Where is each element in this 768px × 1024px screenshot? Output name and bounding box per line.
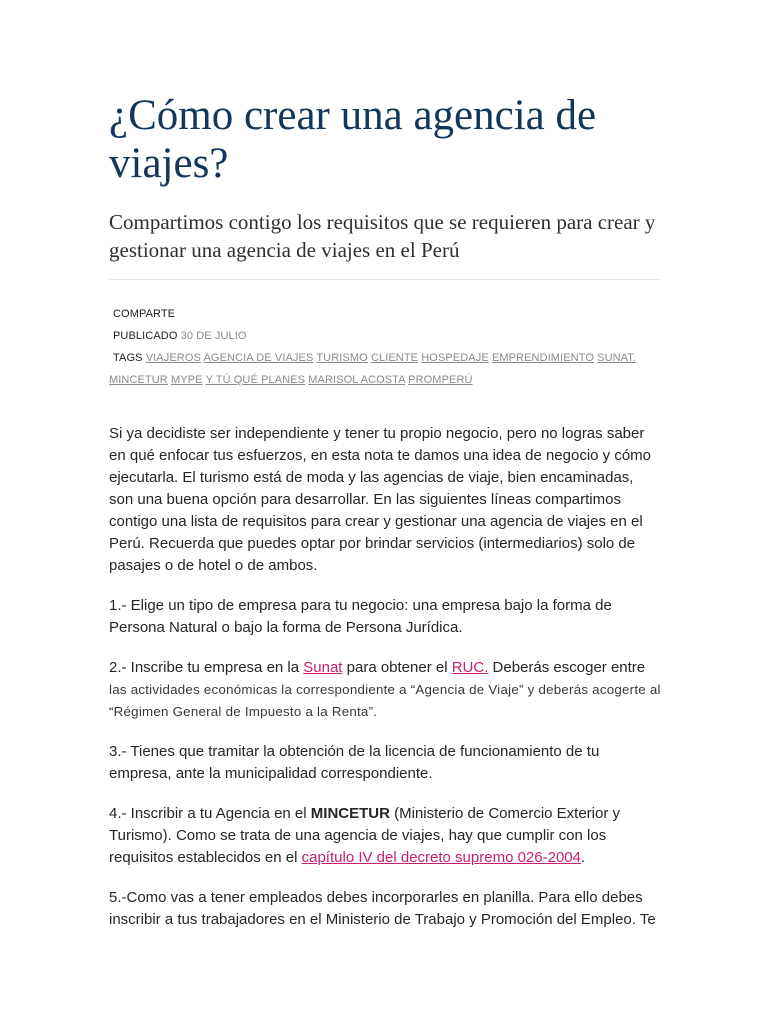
step-4-paragraph bbox=[109, 803, 661, 869]
article-subtitle: Compartimos contigo los requisitos que se requieren para crear y gestionar una agencia de viajes en el Perú bbox=[109, 210, 656, 262]
tag-agencia-de-viajes[interactable]: AGENCIA DE VIAJES bbox=[203, 352, 314, 364]
article-title bbox=[109, 92, 661, 188]
published-date: 30 DE JULIO bbox=[180, 330, 247, 342]
article-meta bbox=[109, 303, 661, 391]
header-divider bbox=[109, 279, 661, 280]
step-2-text-c: Deberás escoger entre bbox=[488, 659, 646, 676]
share-row bbox=[109, 303, 661, 325]
sunat-link[interactable]: Sunat bbox=[303, 659, 343, 676]
published-label: PUBLICADO bbox=[113, 330, 178, 342]
tag-cliente[interactable]: CLIENTE bbox=[370, 352, 419, 364]
step-2-paragraph bbox=[109, 657, 661, 723]
tag-marisol-acosta[interactable]: MARISOL ACOSTA bbox=[308, 374, 406, 386]
tag-hospedaje[interactable]: HOSPEDAJE bbox=[421, 352, 489, 364]
tag-emprendimiento[interactable]: EMPRENDIMIENTO bbox=[491, 352, 594, 364]
step-1-paragraph: 1.- Elige un tipo de empresa para tu negocio: una empresa bajo la forma de Persona Natural o bajo la forma de Persona Jurídica. bbox=[109, 597, 612, 636]
step-2-text-a: 2.- Inscribe tu empresa en la bbox=[109, 659, 304, 676]
tag-promperu[interactable]: PROMPERÚ bbox=[408, 374, 473, 386]
tag-mincetur[interactable]: MINCETUR bbox=[109, 374, 168, 386]
article bbox=[109, 92, 661, 949]
step-2-small-text: las actividades económicas la correspondiente a “Agencia de Viaje” y deberás acogerte al “Régimen General de Impuesto a la Renta”. bbox=[109, 682, 661, 719]
tag-sunat[interactable]: SUNAT. bbox=[597, 352, 637, 364]
tags-row bbox=[109, 347, 661, 391]
step-4-text-b: (Ministerio de Comercio Exterior y Turismo). Como se trata de una agencia de viajes, hay que cumplir con los requisitos establecidos en el bbox=[109, 805, 621, 866]
tag-viajeros[interactable]: VIAJEROS bbox=[145, 352, 201, 364]
decreto-link[interactable]: capítulo IV del decreto supremo 026-2004 bbox=[301, 849, 581, 866]
ruc-link[interactable]: RUC. bbox=[451, 659, 489, 676]
tag-mype[interactable]: MYPE bbox=[171, 374, 203, 386]
title-line-2: viajes? bbox=[109, 140, 229, 187]
mincetur-bold: MINCETUR bbox=[310, 805, 390, 822]
step-3-paragraph: 3.- Tienes que tramitar la obtención de la licencia de funcionamiento de tu empresa, ante la municipalidad correspondiente. bbox=[109, 743, 600, 782]
tag-y-tu-que-planes[interactable]: Y TÚ QUÉ PLANES bbox=[205, 374, 306, 386]
title-line-1: ¿Cómo crear una agencia de bbox=[109, 92, 597, 139]
share-label[interactable]: COMPARTE bbox=[113, 308, 176, 320]
intro-paragraph: Si ya decidiste ser independiente y tener tu propio negocio, pero no logras saber en qué enfocar tus esfuerzos, en esta nota te damos una idea de negocio y cómo ejecutarla. El turismo está de moda y las agencias de viaje, bien encaminadas, son una buena opción para desarrollar. En las siguientes líneas compartimos contigo una lista de requisitos para crear y gestionar una agencia de viajes en el Perú. Recuerda que puedes optar por brindar servicios (intermediarios) solo de pasajes o de hotel o de ambos. bbox=[109, 425, 652, 574]
article-body bbox=[109, 423, 661, 931]
step-4-text-c: . bbox=[580, 849, 586, 866]
step-4-text-a: 4.- Inscribir a tu Agencia en el bbox=[109, 805, 311, 822]
published-row bbox=[109, 325, 661, 347]
step-2-text-b: para obtener el bbox=[342, 659, 452, 676]
tag-turismo[interactable]: TURISMO bbox=[316, 352, 368, 364]
step-5-paragraph: 5.-Como vas a tener empleados debes incorporarles en planilla. Para ello debes inscribir a tus trabajadores en el Ministerio de Trabajo y Promoción del Empleo. Te bbox=[109, 889, 656, 928]
tags-label: TAGS bbox=[113, 352, 143, 364]
